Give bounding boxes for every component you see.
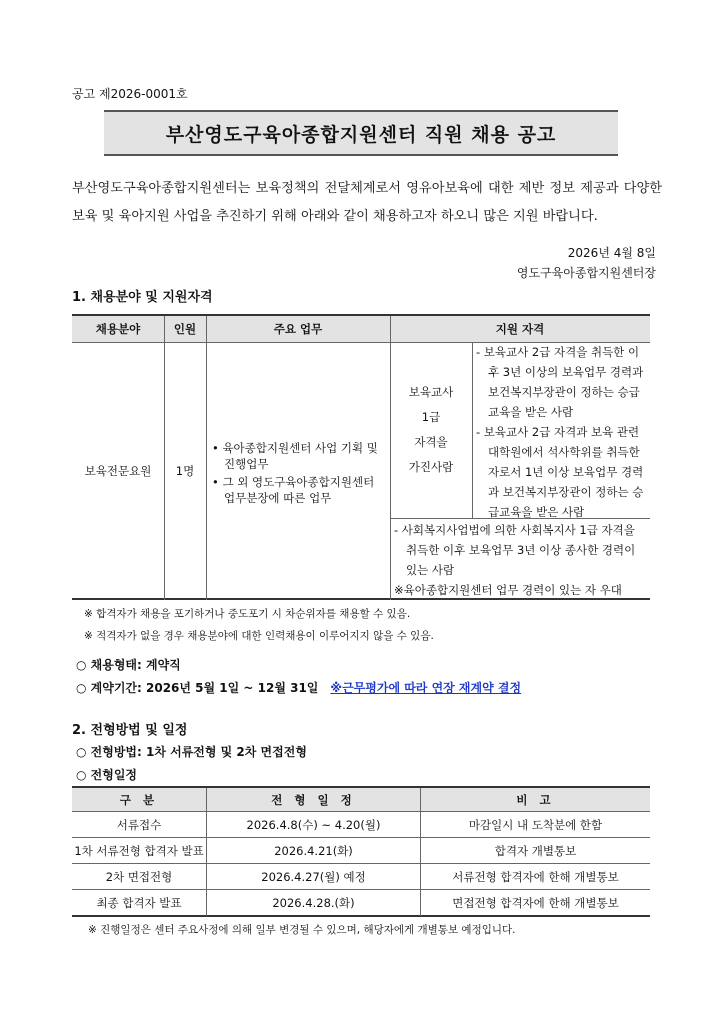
th-category: 구 분 bbox=[72, 788, 206, 811]
divider bbox=[206, 316, 207, 600]
schedule-table bbox=[72, 786, 650, 917]
schedule-label: ○ 전형일정 bbox=[76, 768, 138, 782]
notice-number: 공고 제2026-0001호 bbox=[72, 87, 188, 101]
qual-group-cell bbox=[390, 342, 472, 518]
row-category: 1차 서류전형 합격자 발표 bbox=[74, 844, 204, 858]
th-remarks: 비 고 bbox=[420, 788, 650, 811]
row-schedule: 2026.4.27(월) 예정 bbox=[206, 864, 420, 890]
duty-item: • 그 외 영도구육아종합지원센터 업무분장에 따른 업무 bbox=[212, 475, 375, 505]
row-schedule: 2026.4.28.(화) bbox=[206, 890, 420, 916]
duty-item: • 육아종합지원센터 사업 기획 및 진행업무 bbox=[212, 441, 378, 471]
selection-method: ○ 전형방법: 1차 서류전형 및 2차 면접전형 bbox=[76, 745, 307, 759]
row-remarks: 면접전형 합격자에 한해 개별통보 bbox=[420, 890, 650, 916]
row-category: 2차 면접전형 bbox=[105, 870, 173, 884]
contract-extension-note: ※근무평가에 따라 연장 재계약 결정 bbox=[330, 681, 522, 695]
row-schedule: 2026.4.21(화) bbox=[206, 838, 420, 864]
row-category: 서류접수 bbox=[116, 818, 162, 832]
table-row bbox=[72, 863, 650, 890]
page-title bbox=[104, 110, 618, 156]
note: ※ 합격자가 채용을 포기하거나 중도포기 시 차순위자를 채용할 수 있음. bbox=[84, 608, 411, 620]
qual-item: - 보육교사 2급 자격을 취득한 이후 3년 이상의 보육업무 경력과 보건복지부장관이 정하는 승급교육을 받은 사람 bbox=[476, 345, 644, 419]
table-row bbox=[72, 889, 650, 916]
qual-item: - 보육교사 2급 자격과 보육 관련 대학원에서 석사학위를 취득한 자로서 1년 이상 보육업무 경력과 보건복지부장관이 정하는 승급교육을 받은 사람 bbox=[476, 425, 644, 519]
intro-paragraph: 부산영도구육아종합지원센터는 보육정책의 전달체계로서 영유아보육에 대한 제반 정보 제공과 다양한 보육 및 육아지원 사업을 추진하기 위해 아래와 같이 채용하고자 하오니 많은 지원 바랍니다. bbox=[72, 181, 662, 224]
duties-cell bbox=[212, 440, 388, 508]
th-field: 채용분야 bbox=[72, 316, 164, 342]
table-header-row bbox=[72, 788, 650, 811]
row-schedule: 2026.4.8(수) ~ 4.20(월) bbox=[206, 812, 420, 838]
qual-other-cell bbox=[394, 520, 648, 600]
page-title-text: 부산영도구육아종합지원센터 직원 채용 공고 bbox=[165, 123, 557, 146]
table-row bbox=[72, 837, 650, 864]
qual-other: - 사회복지사업법에 의한 사회복지사 1급 자격을 취득한 이후 보육업무 3년 이상 종사한 경력이 있는 사람 bbox=[394, 523, 636, 577]
notice-date: 2026년 4월 8일 bbox=[567, 246, 656, 260]
th-qualification: 지원 자격 bbox=[390, 316, 650, 342]
qual-preference: ※육아종합지원센터 업무 경력이 있는 자 우대 bbox=[394, 583, 622, 597]
row-remarks: 마감일시 내 도착분에 한함 bbox=[420, 812, 650, 838]
qual-group-line: 자격을 bbox=[414, 435, 448, 449]
th-duties: 주요 업무 bbox=[206, 316, 390, 342]
row-remarks: 합격자 개별통보 bbox=[420, 838, 650, 864]
qual-group-line: 1급 bbox=[421, 410, 441, 424]
qual-items-cell bbox=[476, 342, 648, 522]
th-count: 인원 bbox=[164, 316, 206, 342]
field-cell: 보육전문요원 bbox=[84, 464, 152, 478]
section2-heading: 2. 전형방법 및 일정 bbox=[72, 723, 188, 738]
note: ※ 적격자가 없을 경우 채용분야에 대한 인력채용이 이루어지지 않을 수 있음. bbox=[84, 630, 434, 642]
recruitment-table bbox=[72, 314, 650, 600]
contract-period bbox=[76, 679, 521, 696]
employment-type: ○ 채용형태: 계약직 bbox=[76, 658, 181, 672]
schedule-footnote: ※ 진행일정은 센터 주요사정에 의해 일부 변경될 수 있으며, 해당자에게 개별통보 예정입니다. bbox=[88, 924, 516, 936]
qual-group-line: 보육교사 bbox=[408, 385, 454, 399]
table-row bbox=[72, 811, 650, 838]
divider bbox=[472, 342, 473, 518]
row-remarks: 서류전형 합격자에 한해 개별통보 bbox=[420, 864, 650, 890]
th-schedule: 전 형 일 정 bbox=[206, 788, 420, 811]
qual-group-line: 가진사람 bbox=[408, 460, 454, 474]
issuer: 영도구육아종합지원센터장 bbox=[516, 266, 656, 280]
row-category: 최종 합격자 발표 bbox=[96, 896, 182, 910]
section1-heading: 1. 채용분야 및 지원자격 bbox=[72, 290, 213, 305]
count-cell: 1명 bbox=[175, 464, 195, 478]
contract-period-text: ○ 계약기간: 2026년 5월 1일 ~ 12월 31일 bbox=[76, 681, 319, 695]
